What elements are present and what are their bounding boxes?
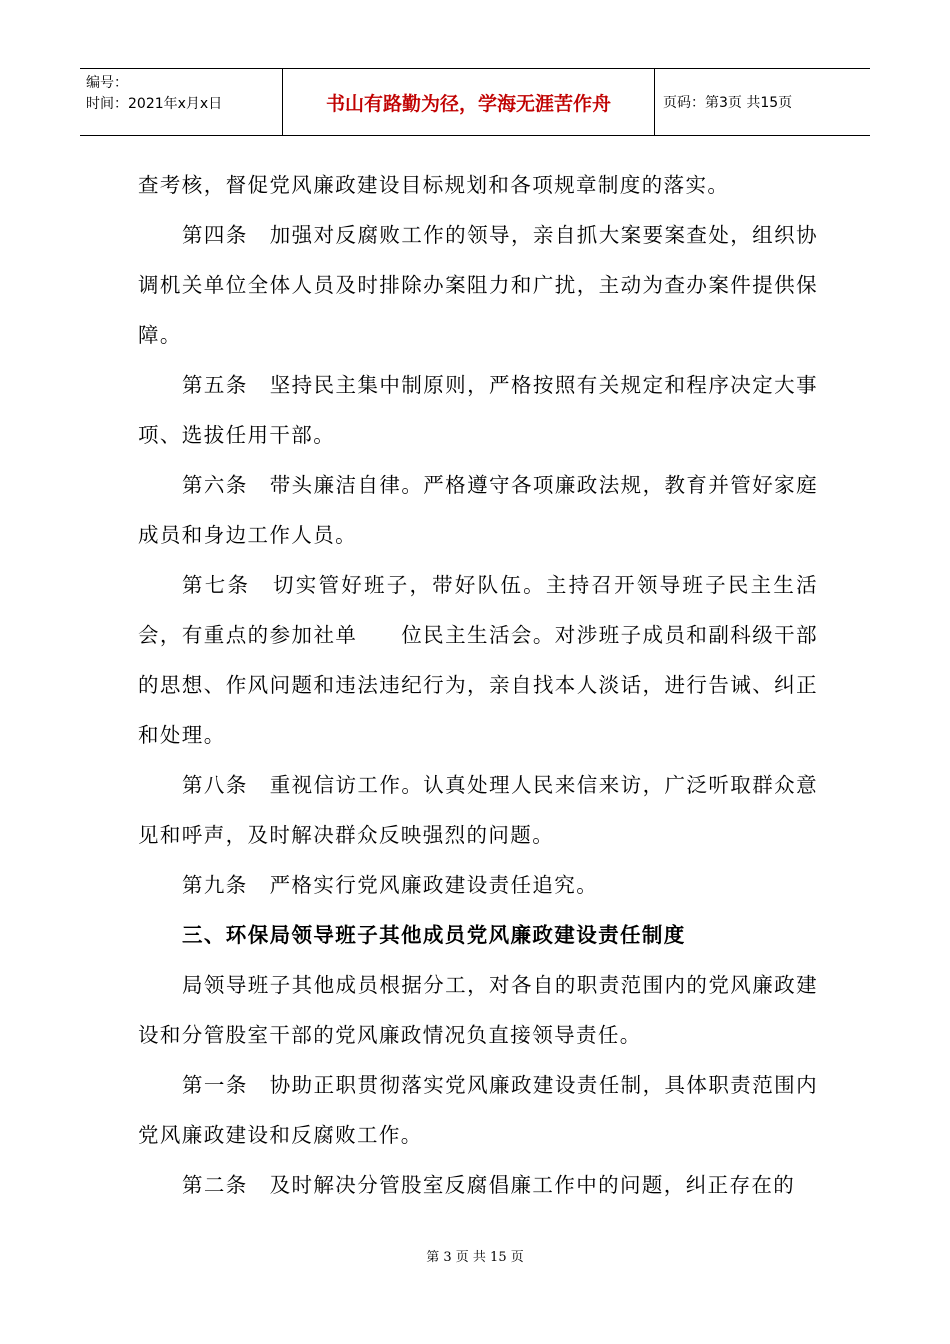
section-heading: 三、环保局领导班子其他成员党风廉政建设责任制度 [182, 923, 686, 947]
paragraph: 第五条 坚持民主集中制原则，严格按照有关规定和程序决定大事项、选拔任用干部。 [138, 373, 818, 447]
paragraph: 第二条 及时解决分管股室反腐倡廉工作中的问题，纠正存在的 [182, 1173, 796, 1197]
page-header [80, 68, 870, 136]
document-number-label: 编号： [86, 75, 128, 91]
header-page-info: 页码：第3页 共15页 [663, 95, 793, 111]
paragraph: 第四条 加强对反腐败工作的领导，亲自抓大案要案查处，组织协调机关单位全体人员及时排除办案阻力和广扰，主动为查办案件提供保障。 [138, 223, 818, 347]
page-footer: 第 3 页 共 15 页 [426, 1250, 524, 1265]
paragraph: 第七条 切实管好班子，带好队伍。主持召开领导班子民主生活会，有重点的参加社单 位民主生活会。对涉班子成员和副科级干部的思想、作风问题和违法违纪行为，亲自找本人淡话，进行告诫、纠正和处理。 [138, 573, 818, 747]
paragraph: 查考核，督促党风廉政建设目标规划和各项规章制度的落实。 [138, 173, 730, 197]
paragraph: 局领导班子其他成员根据分工，对各自的职责范围内的党风廉政建设和分管股室干部的党风廉政情况负直接领导责任。 [138, 973, 818, 1047]
header-motto: 书山有路勤为径，学海无涯苦作舟 [283, 69, 655, 135]
document-body [138, 160, 818, 1210]
paragraph: 第九条 严格实行党风廉政建设责任追究。 [182, 873, 599, 897]
paragraph: 第六条 带头廉洁自律。严格遵守各项廉政法规，教育并管好家庭成员和身边工作人员。 [138, 473, 818, 547]
paragraph: 第八条 重视信访工作。认真处理人民来信来访，广泛听取群众意见和呼声，及时解决群众反映强烈的问题。 [138, 773, 818, 847]
header-meta [80, 69, 283, 135]
document-date: 时间：2021年x月x日 [86, 96, 223, 112]
paragraph: 第一条 协助正职贯彻落实党风廉政建设责任制，具体职责范围内党风廉政建设和反腐败工作。 [138, 1073, 818, 1147]
